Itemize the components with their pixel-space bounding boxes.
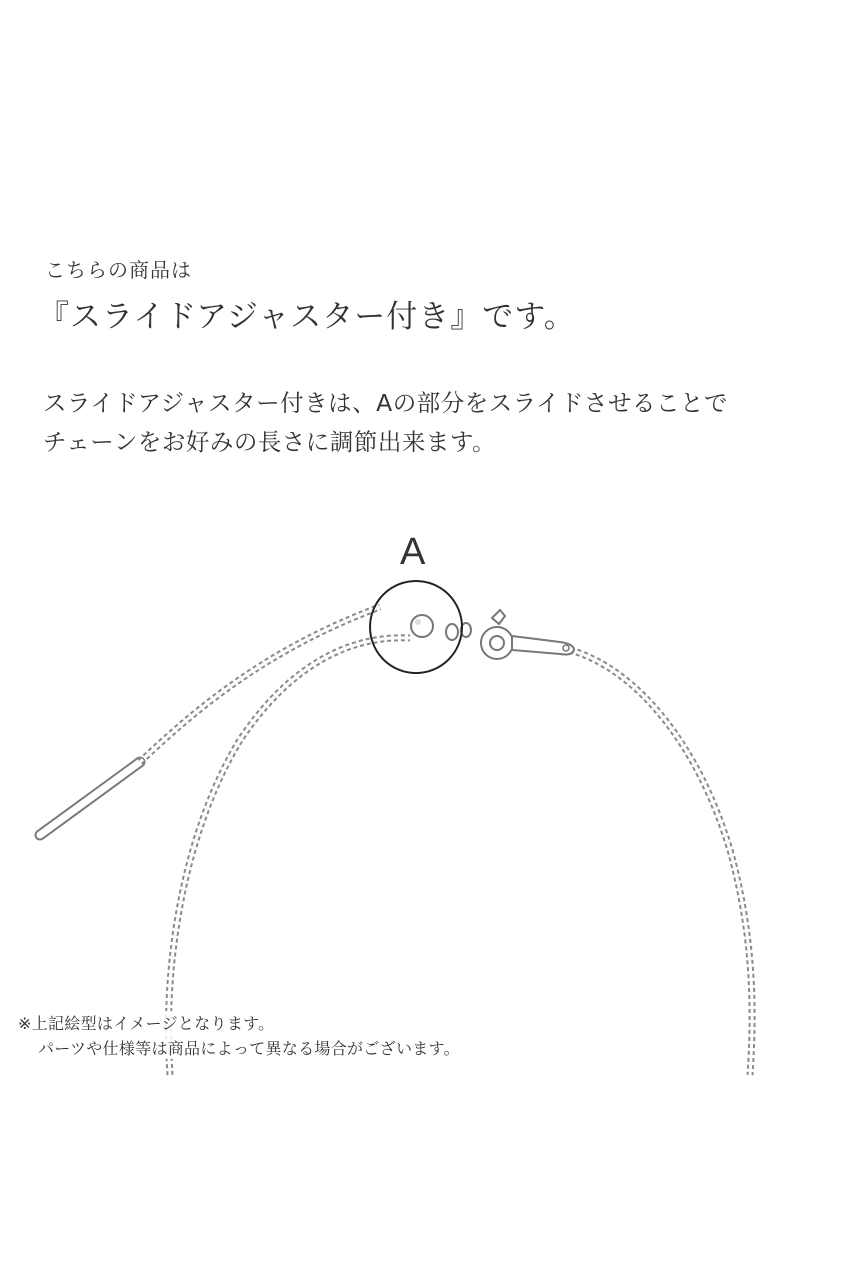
left-tail-chain [40, 607, 380, 835]
disclaimer-line-2: パーツや仕様等は商品によって異なる場合がございます。 [38, 1036, 460, 1059]
jump-ring-icon [446, 623, 471, 640]
disclaimer-line-1: ※上記絵型はイメージとなります。 [18, 1011, 274, 1034]
description-line-2: チェーンをお好みの長さに調節出来ます。 [43, 428, 496, 456]
intro-text: こちらの商品は [45, 258, 192, 282]
tag-plate-icon [512, 636, 574, 655]
main-chain-right [570, 650, 752, 1075]
spring-ring-clasp-icon [481, 610, 513, 659]
headline: 『スライドアジャスター付き』です。 [38, 299, 576, 335]
description-line-1: スライドアジャスター付きは、Aの部分をスライドさせることで [43, 389, 729, 417]
part-a-label: A [400, 531, 426, 573]
slide-bead-icon [411, 615, 433, 637]
